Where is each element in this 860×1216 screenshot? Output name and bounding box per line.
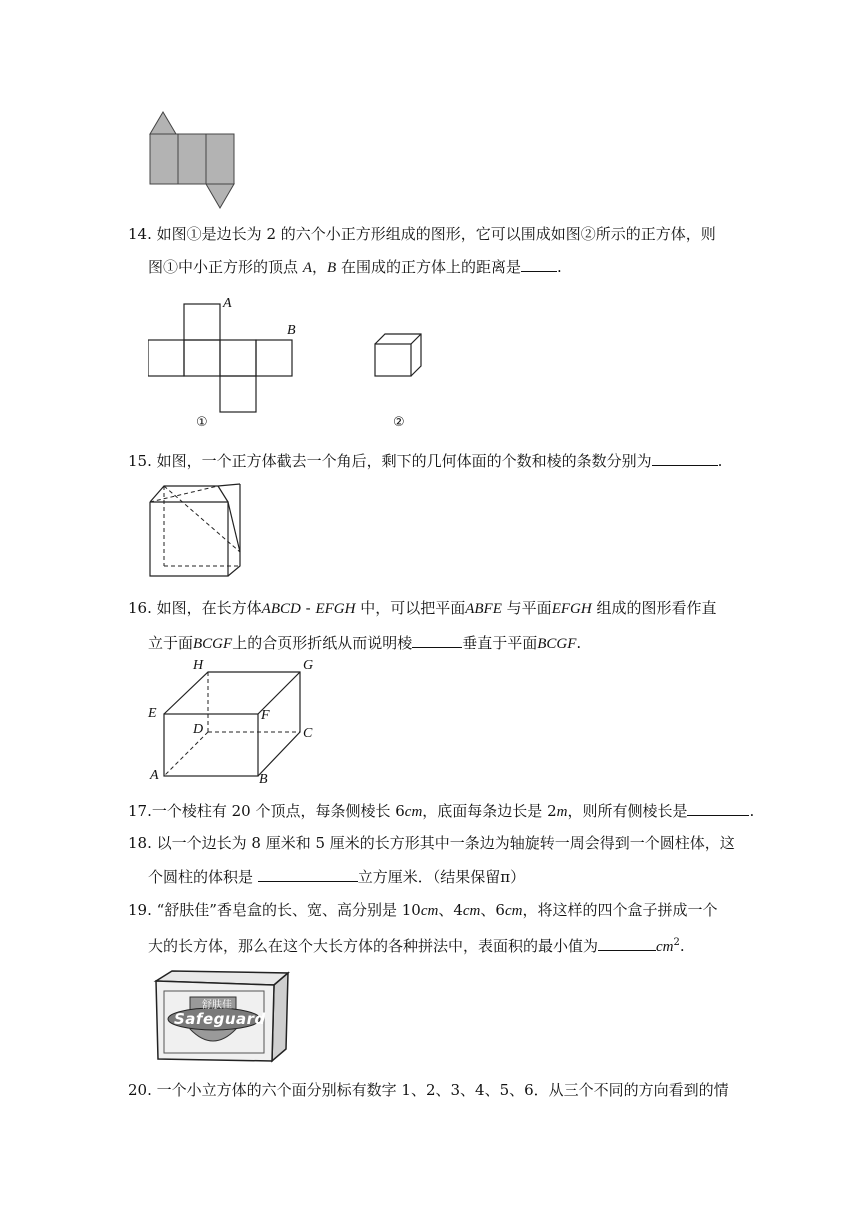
q18-text-b: 个圆柱的体积是 bbox=[148, 868, 254, 886]
q17-text-c: ，则所有侧棱长是 bbox=[567, 802, 688, 820]
question-number: 20. bbox=[128, 1081, 152, 1099]
soap-box-image bbox=[150, 967, 292, 1065]
period: . bbox=[576, 634, 582, 652]
var-efgh: EFGH bbox=[315, 601, 356, 617]
q16-text-e: 立于面 bbox=[148, 634, 194, 652]
net-label-a: A bbox=[223, 296, 232, 311]
figure-caption-1: ① bbox=[196, 415, 208, 430]
var-abcd: ABCD bbox=[261, 601, 301, 617]
answer-blank[interactable] bbox=[412, 632, 462, 648]
q20-line bbox=[128, 1080, 729, 1100]
vertex-b: B bbox=[259, 772, 268, 787]
q19-text-b: ，将这样的四个盒子拼成一个 bbox=[522, 901, 718, 919]
q14-text-c: 所示的正方体，则 bbox=[595, 225, 716, 243]
answer-blank[interactable] bbox=[258, 866, 358, 882]
q20-text: 一个小立方体的六个面分别标有数字 1、2、3、4、5、6．从三个不同的方向看到的情 bbox=[156, 1081, 729, 1099]
dash: - bbox=[300, 599, 316, 617]
period: . bbox=[556, 258, 562, 276]
answer-blank[interactable] bbox=[687, 800, 749, 816]
question-number: 15. bbox=[128, 452, 152, 470]
vertex-a: A bbox=[150, 768, 159, 783]
q14-text-b: 是边长为 2 的六个小正方形组成的图形，它可以围成如图 bbox=[201, 225, 581, 243]
var-a: A bbox=[302, 260, 312, 276]
q15-text: 如图，一个正方体截去一个角后，剩下的几何体面的个数和棱的条数分别为 bbox=[156, 452, 652, 470]
q16-text-g: 垂直于平面 bbox=[462, 634, 538, 652]
period: . bbox=[679, 937, 685, 955]
question-number: 16. bbox=[128, 599, 152, 617]
q19-sep: 、6 bbox=[480, 901, 505, 919]
q19-text-c: 大的长方体，那么在这个大长方体的各种拼法中，表面积的最小值为 bbox=[148, 937, 599, 955]
q14-line1 bbox=[128, 224, 716, 244]
unit-m: m bbox=[556, 804, 568, 820]
unit-cm: cm bbox=[656, 939, 674, 955]
vertex-d: D bbox=[193, 722, 204, 737]
q18-line2 bbox=[148, 866, 525, 887]
q14-text-a: 如图 bbox=[156, 225, 187, 243]
q14-text-d: 图 bbox=[148, 258, 164, 276]
vertex-c: C bbox=[303, 726, 313, 741]
var-bcgf: BCGF bbox=[537, 636, 577, 652]
unit-cm: cm bbox=[462, 903, 481, 919]
q14-text-e: 中小正方形的顶点 bbox=[178, 258, 299, 276]
vertex-h: H bbox=[193, 658, 204, 673]
q16-text-c: 与平面 bbox=[506, 599, 552, 617]
circle-1: ① bbox=[186, 225, 202, 243]
question-number: 19. bbox=[128, 901, 152, 919]
q16-line1 bbox=[128, 598, 716, 619]
q16-text-a: 如图，在长方体 bbox=[156, 599, 262, 617]
q16-text-b: 中，可以把平面 bbox=[360, 599, 466, 617]
period: . bbox=[749, 802, 755, 820]
soap-brand: Safeguard bbox=[174, 1010, 266, 1028]
q18-text-c: 立方厘米．（结果保留π） bbox=[357, 868, 526, 886]
question-number: 17. bbox=[128, 802, 152, 820]
q14-text-f: 在围成的正方体上的距离是 bbox=[340, 258, 521, 276]
circle-1: ① bbox=[163, 258, 179, 276]
q18-text-a: 以一个边长为 8 厘米和 5 厘米的长方形其中一条边为轴旋转一周会得到一个圆柱体，这 bbox=[156, 834, 735, 852]
var-b: B bbox=[327, 260, 337, 276]
truncated-cube-figure bbox=[148, 482, 244, 580]
question-number: 18. bbox=[128, 834, 152, 852]
q19-sep: 、4 bbox=[438, 901, 463, 919]
vertex-g: G bbox=[303, 658, 314, 673]
net-label-b: B bbox=[287, 323, 296, 338]
question-number: 14. bbox=[128, 225, 152, 243]
vertex-f: F bbox=[261, 708, 270, 723]
unit-cm: cm bbox=[504, 903, 523, 919]
q17-text-a: 一个棱柱有 20 个顶点，每条侧棱长 6 bbox=[151, 802, 405, 820]
var-bcgf: BCGF bbox=[193, 636, 233, 652]
unit-cm: cm bbox=[420, 903, 439, 919]
comma: ， bbox=[312, 258, 328, 276]
var-abfe: ABFE bbox=[465, 601, 502, 617]
cuboid-figure bbox=[148, 658, 328, 790]
q16-line2 bbox=[148, 632, 581, 654]
q17-line bbox=[128, 800, 754, 822]
answer-blank[interactable] bbox=[521, 256, 557, 272]
q14-line2 bbox=[148, 256, 562, 278]
q16-text-d: 组成的图形看作直 bbox=[596, 599, 717, 617]
figure-caption-2: ② bbox=[393, 415, 405, 430]
q19-line2 bbox=[148, 933, 685, 957]
q15-line bbox=[128, 450, 722, 471]
q17-text-b: ，底面每条边长是 2 bbox=[422, 802, 557, 820]
q19-text-a: “舒肤佳”香皂盒的长、宽、高分别是 10 bbox=[156, 901, 421, 919]
answer-blank[interactable] bbox=[598, 935, 656, 951]
period: . bbox=[717, 452, 723, 470]
vertex-e: E bbox=[148, 706, 157, 721]
answer-blank[interactable] bbox=[652, 450, 718, 466]
unit-cm: cm bbox=[404, 804, 423, 820]
q16-text-f: 上的合页形折纸从而说明棱 bbox=[232, 634, 413, 652]
prism-net-figure bbox=[148, 108, 238, 212]
superscript: 2 bbox=[673, 937, 680, 948]
q18-line1 bbox=[128, 833, 735, 853]
circle-2: ② bbox=[580, 225, 596, 243]
var-efgh: EFGH bbox=[551, 601, 592, 617]
q19-line1 bbox=[128, 900, 717, 921]
soap-brand-cn: 舒肤佳 bbox=[202, 1000, 232, 1011]
